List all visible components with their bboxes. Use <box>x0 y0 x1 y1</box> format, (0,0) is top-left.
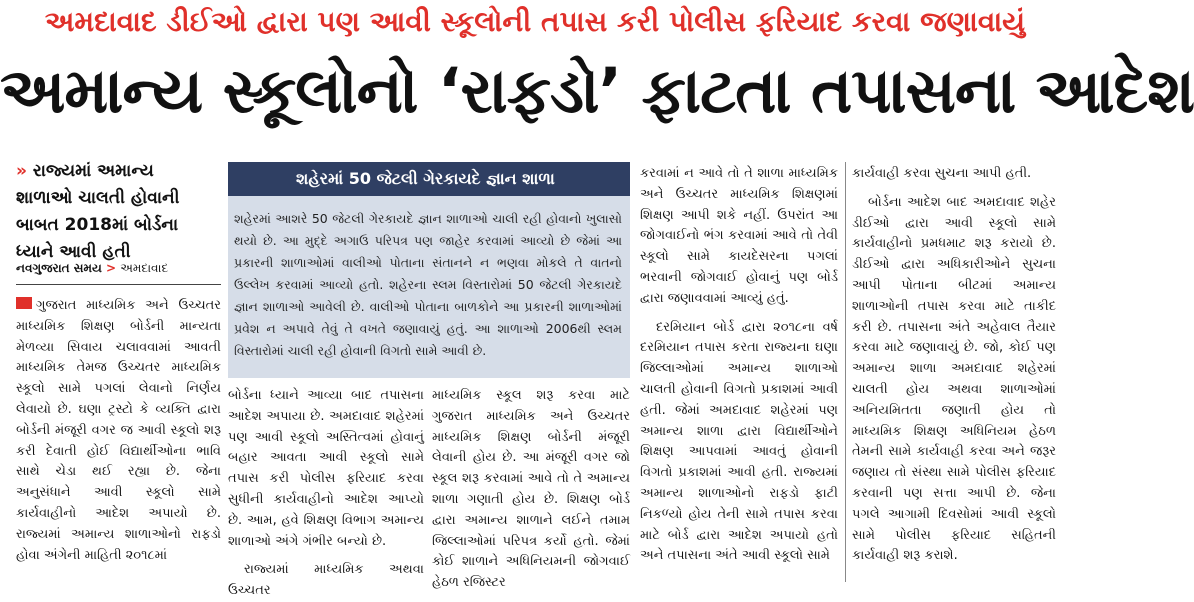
article-column-3 <box>432 386 630 591</box>
column-2-paragraph-2: રાજ્યમાં માધ્યમિક અથવા ઉચ્ચતર <box>228 562 424 599</box>
column-4-paragraph-2: દરમિયાન બોર્ડ દ્વારા ૨૦૧૮ના વર્ષ દરમિયાન તપાસ કરતા રાજ્યના ઘણા જિલ્લાઓમાં અમાન્ય શાળાઓ ચાલતી હોવાની વિગતો પ્રકાશમાં આવી હતી. જેમાં અમદાવાદ શહેરમાં પણ અમાન્ય શાળા દ્વારા વિદ્યાર્થીઓને શિક્ષણ આપવામાં આવતું હોવાની વિગતો પ્રકાશમાં આવી હતી. રાજ્યમાં અમાન્ય શાળાઓનો રાફડો ફાટી નિકળ્યો હોય તેની સામે તપાસ કરવા માટે બોર્ડ દ્વારા આદેશ અપાયો હતો અને તપાસના અંતે આવી સ્કૂલો સામે <box>640 319 838 564</box>
column-4-text: કરવામાં ન આવે તો તે શાળા માધ્યમિક અને ઉચ્ચતર માધ્યમિક શિક્ષણમાં શિક્ષણ આપી શકે નહીં. ઉપરાંત આ જોગવાઈનો ભંગ કરવામાં આવે તો તેવી સ્કૂલો સામે કાયદેસરના પગલાં ભરવાની જોગવાઈ હોવાનું પણ બોર્ડ દ્વારા જણાવવામાં આવ્યું હતું. <box>640 166 838 306</box>
lead-text: રાજ્યમાં અમાન્ય શાળાઓ ચાલતી હોવાની બાબત 2018માં બોર્ડના ધ્યાને આવી હતી <box>16 161 180 262</box>
section-marker-icon <box>16 297 32 309</box>
sidebar-box <box>228 162 630 378</box>
byline-source: નવગુજરાત સમય <box>16 261 102 275</box>
article-column-2 <box>228 386 424 599</box>
quote-mark-icon: » <box>16 161 27 181</box>
column-3-text: માધ્યમિક સ્કૂલ શરૂ કરવા માટે ગુજરાત માધ્યમિક અને ઉચ્ચતર માધ્યમિક શિક્ષણ બોર્ડની મંજૂરી લેવાની હોય છે. આ મંજૂરી વગર જો સ્કૂલ શરૂ કરવામાં આવે તો તે અમાન્ય શાળા ગણાતી હોય છે. શિક્ષણ બોર્ડ દ્વારા અમાન્ય શાળાને લઈને તમામ જિલ્લાઓમાં પરિપત્ર કર્યો હતો. જેમાં કોઈ શાળાને અધિનિયમની જોગવાઈ હેઠળ રજિસ્ટર <box>432 388 630 591</box>
column-5-paragraph-2: બોર્ડના આદેશ બાદ અમદાવાદ શહેર ડીઈઓ દ્વારા આવી સ્કૂલો સામે કાર્યવાહીનો પ્રમધમાટ શરૂ કરાયો છે. ડીઈઓ દ્વારા અધિકારીઓને સુચના આપી પોતાના બીટમાં અમાન્ય શાળાઓની તપાસ કરવા માટે તાકીદ કરી છે. તપાસના અંતે અહેવાલ તૈયાર કરવા માટે જણાવાયું છે. જો, કોઈ પણ અમાન્ય શાળા અમદાવાદ શહેરમાં ચાલતી હોય અથવા શાળાઓમાં અનિયમિતતા જણાતી હોય તો માધ્યમિક શિક્ષણ અધિનિયમ હેઠળ તેમની સામે કાર્યવાહી કરવા અને જરૂર જણાય તો સંસ્થા સામે પોલીસ ફરિયાદ કરવાની પણ સત્તા આપી છે. જેના પગલે આગામી દિવસોમાં આવી સ્કૂલો સામે પોલીસ ફરિયાદ સહિતની કાર્યવાહી શરૂ કરાશે. <box>852 194 1056 564</box>
byline <box>16 260 226 276</box>
sidebar-box-title: શહેરમાં 50 જેટલી ગેરકાયદે જ્ઞાન શાળા <box>228 162 630 196</box>
column-2-text: બોર્ડના ધ્યાને આવ્યા બાદ તપાસના આદેશ અપાયા છે. અમદાવાદ શહેરમાં પણ આવી સ્કૂલો અસ્તિત્વમાં હોવાનું બહાર આવતા આવી સ્કૂલો સામે તપાસ કરી પોલીસ ફરિયાદ કરવા સુધીની કાર્યવાહીનો આદેશ આપ્યો છે. આમ, હવે શિક્ષણ વિભાગ અમાન્ય શાળાઓ અંગે ગંભીર બન્યો છે. <box>228 388 424 549</box>
byline-separator: > <box>106 261 117 275</box>
article-column-1 <box>16 296 221 586</box>
column-divider <box>845 162 846 582</box>
sidebar-box-body: શહેરમાં આશરે 50 જેટલી ગેરકાયદે જ્ઞાન શાળાઓ ચાલી રહી હોવાનો ખુલાસો થયો છે. આ મુદ્દે અગાઉ પરિપત્ર પણ જાહેર કરવામાં આવ્યો છે જેમાં આ પ્રકારની શાળાઓમાં વાલીઓ પોતાના સંતાનને ન ભણવા મોકલે તે વાતનો ઉલ્લેખ કરવામાં આવ્યો હતો. શહેરના સ્લમ વિસ્તારોમાં 50 જેટલી ગેરકાયદે જ્ઞાન શાળાઓ આવેલી છે. વાલીઓ પોતાના બાળકોને આ પ્રકારની શાળાઓમાં પ્રવેશ ન અપાવે તેવું તે વખતે જણાવાયું હતું. આ શાળાઓ 2006થી સ્લમ વિસ્તારોમાં ચાલી રહી હોવાની વિગતો સામે આવી છે. <box>234 211 622 358</box>
kicker-headline: અમદાવાદ ડીઈઓ દ્વારા પણ આવી સ્કૂલોની તપાસ કરી પોલીસ ફરિયાદ કરવા જણાવાયું <box>44 5 1026 38</box>
column-1-text: ગુજરાત માધ્યમિક અને ઉચ્ચતર માધ્યમિક શિક્ષણ બોર્ડની માન્યતા મેળવ્યા સિવાય ચલાવવામાં આવતી માધ્યમિક તેમજ ઉચ્ચતર માધ્યમિક સ્કૂલો સામે પગલાં લેવાનો નિર્ણય લેવાયો છે. ઘણા ટ્રસ્ટો કે વ્યક્તિ દ્વારા બોર્ડની મંજૂરી વગર જ આવી સ્કૂલો શરૂ કરી દેવાતી હોઈ વિદ્યાર્થીઓના ભાવિ સાથે ચેડા થઈ રહ્યા છે. જેના અનુસંધાને આવી સ્કૂલો સામે કાર્યવાહીનો આદેશ અપાયો છે. રાજ્યમાં અમાન્ય શાળાઓનો રાફડો હોવા અંગેની માહિતી ૨૦૧૮માં <box>16 298 221 563</box>
column-5-text: કાર્યવાહી કરવા સુચના આપી હતી. <box>852 166 1032 181</box>
byline-place: અમદાવાદ <box>120 261 169 275</box>
byline-divider <box>16 284 221 285</box>
lead-summary <box>16 158 216 266</box>
main-headline: અમાન્ય સ્કૂલોનો ‘રાફડો’ ફાટતા તપાસના આદેશ <box>0 54 1194 127</box>
article-column-5 <box>852 164 1056 586</box>
article-column-4 <box>640 164 838 586</box>
